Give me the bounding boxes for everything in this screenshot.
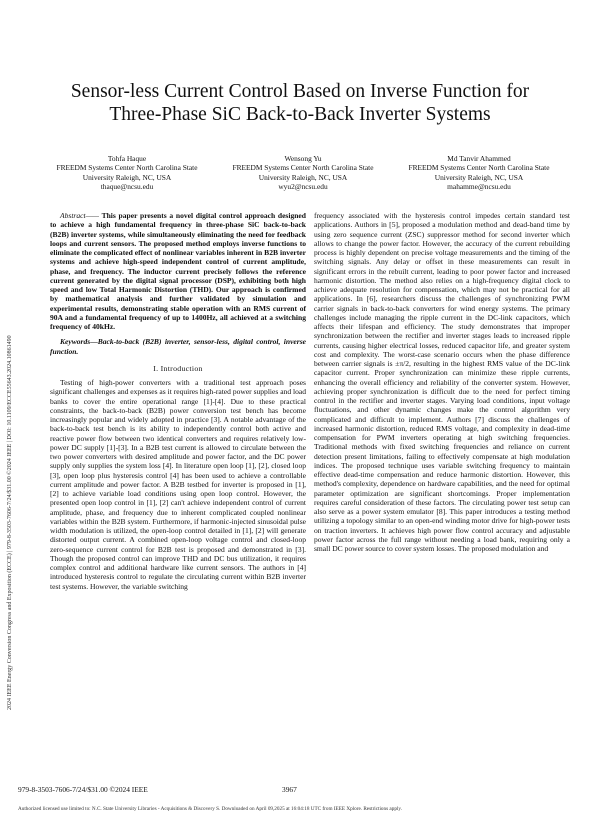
page-number: 3967 xyxy=(282,785,297,794)
body-paragraph: Testing of high-power converters with a traditional test approach poses significant challenges and expenses as it requires high-rated power supplies and load banks to cover the entire operational range [1]-[4]. Due to these practical constraints, the back-to-back (B2B) power conversion test bench has become increasingly popular and widely adopted in practice [3]. A notable advantage of the back-to-back test bench is its ability to independently control both active and reactive power flow between two identical converters and requires relatively low-power DC supply [1]-[3]. In a B2B test current is allowed to circulate between the two power converters with desired amplitude and power factor, and the DC power supply only supplies the system loss [4]. In literature open loop [1], [2], closed loop [3], open loop plus hysteresis control [4] has been used to achieve a controllable current amplitude and power factor. A B2B testbed for inverter is proposed in [1], [2] to achieve variable load conditions using open loop control. However, the presented open loop control in [1], [2] can't achieve independent control of current amplitude, phase, and frequency due to inherent complicated coupled nonlinear variables within the B2B system. Furthermore, if harmonic-injected sinusoidal pulse width modulation is utilized, the open-loop control detailed in [1], [2] will generate distorted output current. A combined open-loop voltage control and closed-loop zero-sequence current control for B2B test is proposed and demonstrated in [3]. Though the proposed control can improve THD and DC bus utilization, it requires complex control and additional hardware like current sensors. The authors in [4] introduced hysteresis control to regulate the circulating current within B2B inverter test systems. However, the variable switching xyxy=(50,378,306,591)
right-column xyxy=(314,211,570,553)
left-column xyxy=(50,211,306,591)
author-block-1 xyxy=(52,154,202,192)
keywords: Keywords—Back-to-back (B2B) inverter, sensor-less, digital control, inverse function. xyxy=(50,337,306,356)
abstract-text: This paper presents a novel digital control approach designed to achieve a high fundamental frequency in three-phase SiC back-to-back (B2B) inverter systems, while simultaneously eliminating the need for feedback loops and current sensors. The proposed method employs inverse functions to eliminate the complicated effect of nonlinear variables inherent in B2B inverter systems and achieve high-speed independent control of current amplitude, phase, and frequency. The inductor current precisely follows the reference current generated by the digital signal processor (DSP), exhibiting both high speed and low Total Harmonic Distortion (THD). Our approach is confirmed by mathematical analysis and further validated by simulation and experimental results, demonstrating stable operation with an RMS current of 90A and a fundamental frequency of up to 1400Hz, all achieved at a switching frequency of 40kHz. xyxy=(50,211,306,331)
section-heading: I. Introduction xyxy=(153,363,203,373)
author-name: Tohfa Haque xyxy=(107,154,147,163)
author-name: Md Tanvir Ahammed xyxy=(447,154,511,163)
author-block-3 xyxy=(404,154,554,192)
author-email[interactable]: mahamme@ncsu.edu xyxy=(447,182,511,192)
author-affiliation: FREEDM Systems Center North Carolina State University Raleigh, NC, USA xyxy=(56,163,198,182)
author-affiliation: FREEDM Systems Center North Carolina State University Raleigh, NC, USA xyxy=(408,163,550,182)
author-name: Wensong Yu xyxy=(284,154,322,163)
license-note: Authorized licensed use limited to: N.C. State University Libraries - Acquisitions & Discovery S. Downloaded on April 09,2025 at 16:04:18 UTC from IEEE Xplore. Restrictions apply. xyxy=(18,806,402,812)
paper-title: Sensor-less Current Control Based on Inverse Function for Three-Phase SiC Back-to-Back Inverter Systems xyxy=(70,81,530,125)
author-block-2 xyxy=(228,154,378,192)
side-note-text: 2024 IEEE Energy Conversion Congress and Exposition (ECCE) | 979-8-3503-7606-7/24/$31.00 ©2024 IEEE | DOI: 10.1109/ECCE55643.2024.10861490 xyxy=(7,335,13,710)
abstract-label: Abstract—— xyxy=(60,211,99,220)
author-email[interactable]: wyu2@ncsu.edu xyxy=(278,182,328,192)
side-publication-note xyxy=(4,150,18,710)
author-email[interactable]: thaque@ncsu.edu xyxy=(100,182,154,192)
footer-isbn: 979-8-3503-7606-7/24/$31.00 ©2024 IEEE xyxy=(18,785,148,794)
abstract xyxy=(50,211,306,331)
author-affiliation: FREEDM Systems Center North Carolina State University Raleigh, NC, USA xyxy=(232,163,374,182)
body-paragraph: frequency associated with the hysteresis control impedes certain standard test applications. Authors in [5], proposed a modulation method and dead-band time by using zero sequence current (ZSC) suppressor method for second inverter which allows to change the power factor. However, the accuracy of the current rebuilding process is highly dependent on precise voltage measurements and the timing of the switching signals. Any delay or offset in these measurements can result in significant errors in the rebuilt current, leading to poor power factor and increased harmonic distortion. The method also relies on a high-frequency digital clock to achieve adequate resolution for compensation, which may not be practical for all applications. In [6], researchers discuss the challenges of synchronizing PWM carrier signals in back-to-back converters for wind energy systems. The primary challenges include managing the ripple current in the DC-link capacitors, which affects their lifespan and efficiency. The study demonstrates that improper synchronization between the rectifier and inverter stages leads to increased ripple currents, causing higher electrical losses, reduced capacitor life, and greater system cost and complexity. The worst-case scenario occurs when the phase difference between carrier signals is ±π/2, resulting in the highest RMS value of the DC-link capacitor current. Proper synchronization can minimize these ripple currents, enhancing the overall efficiency and reliability of the converter system. However, achieving proper synchronization is difficult due to the need for perfect timing control in the rectifier and inverter stages. Varying load conditions, input voltage fluctuations, and other dynamic changes make the control algorithm very complicated and difficult to implement. Authors [7] discuss the challenges of increased harmonic distortion, reduced RMS voltage, and complexity in dead-time compensation for PWM inverters operating at high switching frequencies. Traditional methods with fixed switching frequencies and reliance on current detection present limitations, failing to effectively compensate at high modulation indices. The proposed technique uses variable switching frequency to maintain effective dead-time compensation and reduce harmonic distortion. However, this method's complexity, dependence on hardware capabilities, and the need for optimal parameter optimization are significant shortcomings. Proper implementation requires careful consideration of these factors. The circulating power test setup can also serve as a power system emulator [8]. This paper introduces a testing method utilizing a topology similar to an open-end winding motor drive for high-power tests on traction inverters. It achieves high power flow control accuracy and adjustable power factor across the full range without needing a load bank, requiring only a small DC power source to cover system losses. The proposed modulation and xyxy=(314,211,570,553)
